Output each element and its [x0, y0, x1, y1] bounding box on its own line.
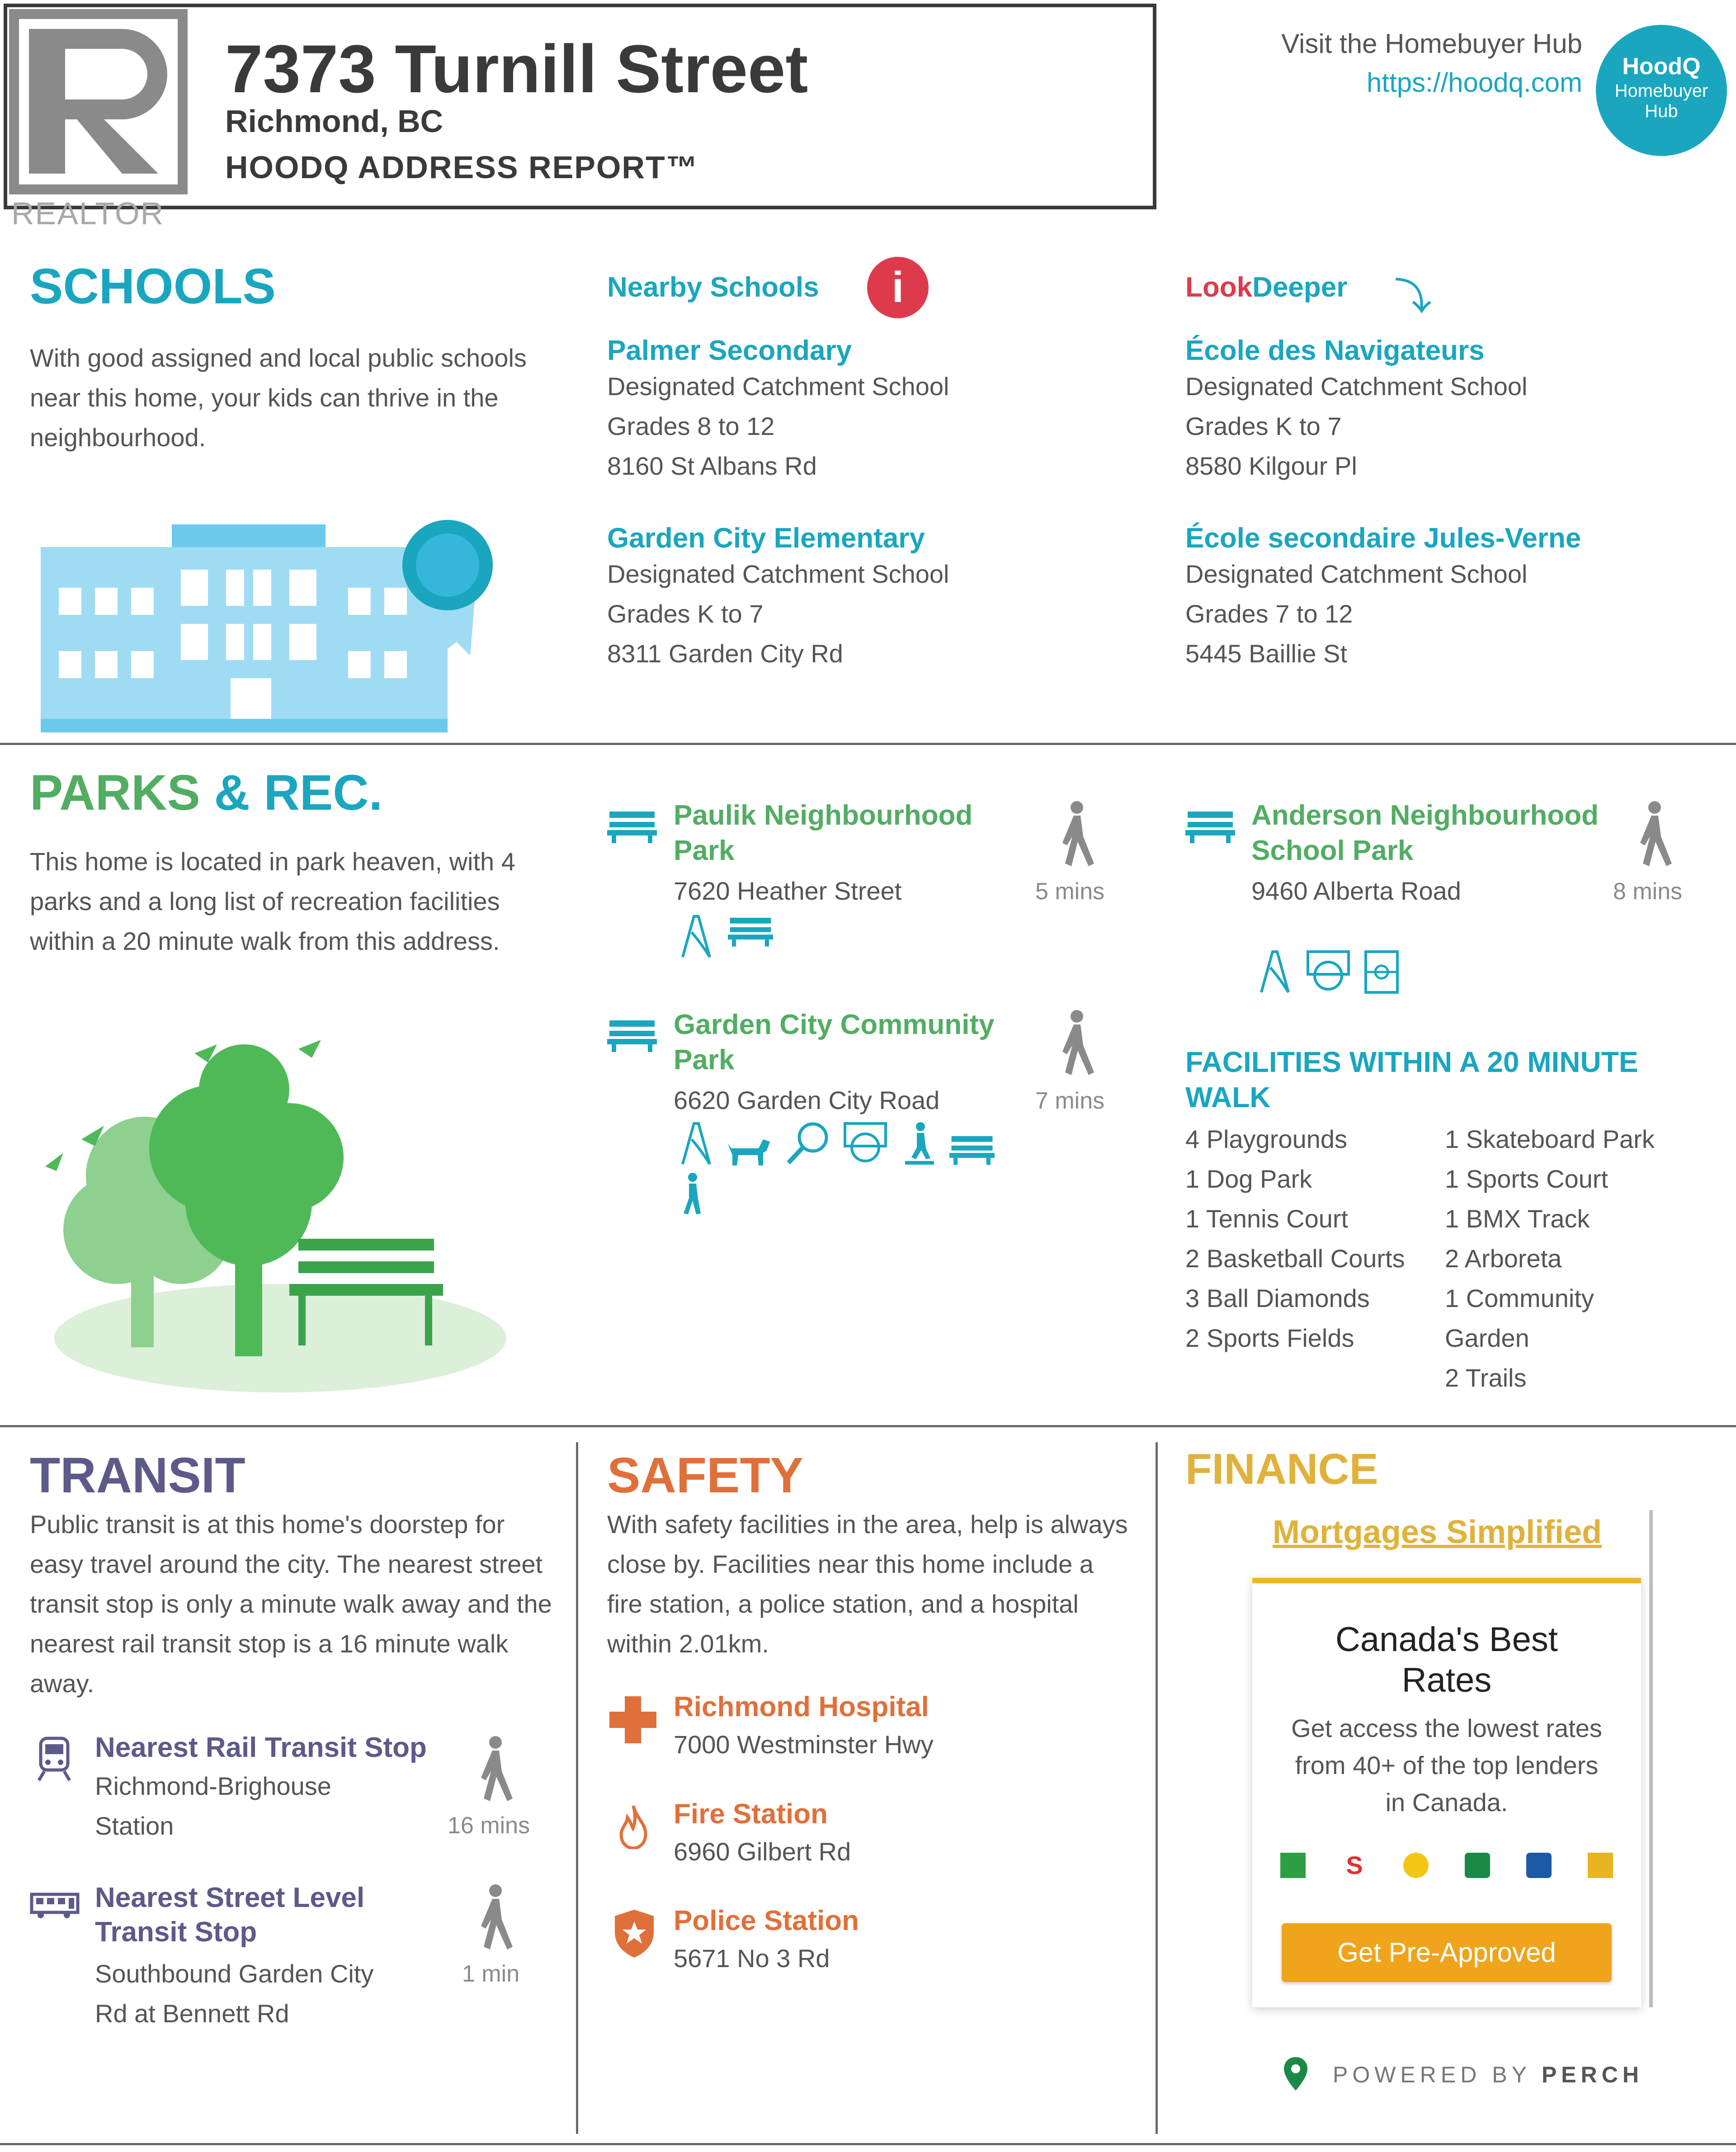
school-address: 5445 Baillie St	[1185, 639, 1348, 668]
facility-item: Garden	[1445, 1324, 1529, 1352]
facilities-col-2	[1445, 1119, 1716, 1398]
card-title-1: Canada's Best	[1335, 1620, 1558, 1659]
parks-title	[30, 764, 382, 821]
info-icon[interactable]: i	[867, 257, 929, 318]
school-grades: Grades K to 7	[1185, 412, 1342, 440]
park-item-2[interactable]	[674, 1007, 1035, 1120]
safety-name: Fire Station	[674, 1798, 828, 1830]
safety-police[interactable]	[674, 1905, 1080, 1978]
facility-item: 1 Skateboard Park	[1445, 1125, 1655, 1153]
mortgages-link[interactable]: Mortgages Simplified	[1273, 1514, 1602, 1550]
facility-item: 2 Trails	[1445, 1364, 1527, 1392]
walk-icon	[1053, 800, 1099, 868]
finance-title: FINANCE	[1185, 1445, 1378, 1493]
transit-title: TRANSIT	[30, 1448, 245, 1503]
rates-card	[1252, 1578, 1641, 2007]
lookdeeper-deeper: Deeper	[1252, 272, 1348, 303]
parks-title-b: & REC.	[200, 765, 383, 821]
facility-item: 2 Sports Fields	[1185, 1324, 1354, 1352]
school-building-illustration	[41, 506, 502, 732]
realtor-wordmark: REALTOR	[11, 196, 165, 231]
park-item-1[interactable]	[674, 798, 1026, 911]
hub-link[interactable]: https://hoodq.com	[1367, 67, 1582, 98]
hub-badge[interactable]	[1596, 25, 1727, 156]
facility-item: 4 Playgrounds	[1185, 1125, 1348, 1153]
walk-icon	[472, 1883, 517, 1951]
park-2-amenities	[678, 1121, 995, 1217]
park-1-amenities	[678, 914, 773, 959]
school-address: 8580 Kilgour Pl	[1185, 452, 1357, 480]
park-address: 9460 Alberta Road	[1251, 877, 1461, 905]
safety-fire[interactable]	[674, 1798, 1080, 1872]
park-illustration	[36, 1031, 515, 1392]
playground-icon	[1257, 949, 1293, 995]
school-name: Palmer Secondary	[607, 335, 852, 366]
hub-text: Visit the Homebuyer Hub	[1281, 28, 1582, 59]
safety-address: 7000 Westminster Hwy	[674, 1730, 934, 1759]
school-type: Designated Catchment School	[607, 560, 949, 588]
school-deeper-2[interactable]	[1185, 522, 1728, 674]
rail-time: 16 mins	[448, 1812, 530, 1839]
safety-address: 5671 No 3 Rd	[674, 1944, 830, 1973]
powered-by-label: POWERED BY	[1333, 2062, 1542, 2087]
hub-badge-line3: Hub	[1645, 101, 1678, 121]
school-grades: Grades K to 7	[607, 599, 764, 628]
rail-title: Nearest Rail Transit Stop	[95, 1732, 427, 1763]
park-item-3[interactable]	[1251, 798, 1604, 911]
police-icon	[614, 1909, 655, 1959]
city-label: Richmond, BC	[225, 104, 443, 139]
school-deeper-1[interactable]	[1185, 335, 1728, 486]
nearby-schools-title: Nearby Schools	[607, 272, 819, 303]
hub-badge-line1: HoodQ	[1622, 53, 1701, 80]
facility-item: 1 Dog Park	[1185, 1165, 1312, 1193]
safety-description: With safety facilities in the area, help is always close by. Facilities near this home include a fire station, a police station, and a hospital within 2.01km.	[607, 1510, 1128, 1658]
basketball-icon	[1306, 949, 1351, 995]
bench-icon	[607, 1018, 657, 1052]
walk-icon	[1053, 1009, 1099, 1077]
bus-icon	[30, 1892, 80, 1920]
school-type: Designated Catchment School	[1185, 560, 1528, 588]
school-name: École des Navigateurs	[1185, 335, 1485, 366]
street-line-2: Rd at Bennett Rd	[95, 1999, 289, 2028]
facility-item: 1 BMX Track	[1445, 1204, 1590, 1233]
school-grades: Grades 7 to 12	[1185, 599, 1353, 628]
divider-transit-safety	[576, 1442, 578, 2134]
divider-bottom	[0, 2143, 1736, 2145]
lender-logo-bmo	[1526, 1853, 1552, 1878]
street-title-2: Transit Stop	[95, 1916, 257, 1948]
park-3-amenities	[1257, 949, 1400, 995]
tennis-icon	[785, 1121, 830, 1166]
safety-title: SAFETY	[607, 1448, 803, 1503]
divider-schools	[0, 743, 1736, 745]
walk-icon	[472, 1735, 517, 1803]
park-name: Anderson Neighbourhood School Park	[1251, 800, 1599, 866]
facility-item: 2 Basketball Courts	[1185, 1244, 1405, 1273]
parks-description: This home is located in park heaven, with 4 parks and a long list of recreation facilities within a 20 minute walk from this address.	[30, 847, 515, 955]
realtor-logo	[9, 9, 188, 194]
divider-safety-finance	[1156, 1442, 1158, 2134]
fire-icon	[618, 1804, 649, 1849]
facility-item: 1 Tennis Court	[1185, 1204, 1349, 1233]
street-title-1: Nearest Street Level	[95, 1882, 365, 1913]
street-line-1: Southbound Garden City	[95, 1959, 374, 1988]
lookdeeper-title	[1185, 271, 1347, 303]
bench-icon	[607, 809, 657, 843]
bench-icon	[949, 1133, 995, 1166]
lender-logo-tangerine	[1465, 1853, 1490, 1878]
parks-title-a: PARKS	[30, 765, 200, 821]
facility-item: 2 Arboreta	[1445, 1244, 1562, 1273]
school-address: 8160 St Albans Rd	[607, 452, 817, 480]
bench-icon	[1185, 809, 1235, 843]
park-address: 7620 Heather Street	[674, 877, 902, 905]
walk-icon	[1631, 800, 1676, 868]
lender-logos	[1252, 1853, 1641, 1878]
safety-address: 6960 Gilbert Rd	[674, 1837, 851, 1866]
sports-court-icon	[1363, 949, 1400, 995]
rail-line-1: Richmond-Brighouse	[95, 1772, 331, 1800]
lender-logo-scotia: S	[1346, 1851, 1363, 1879]
school-type: Designated Catchment School	[1185, 372, 1528, 401]
get-pre-approved-button[interactable]: Get Pre-Approved	[1282, 1923, 1612, 1982]
bench-icon	[728, 914, 773, 948]
address-title: 7373 Turnill Street	[225, 31, 808, 107]
safety-hospital[interactable]	[674, 1691, 1080, 1765]
park-address: 6620 Garden City Road	[674, 1086, 940, 1114]
lender-logo-cibc	[1588, 1853, 1613, 1878]
facility-item: 3 Ball Diamonds	[1185, 1284, 1370, 1312]
lender-logo-desjardins	[1403, 1853, 1429, 1878]
dog-icon	[727, 1130, 772, 1166]
schools-title: SCHOOLS	[30, 259, 276, 314]
school-nearby-1[interactable]	[607, 335, 1150, 486]
lookdeeper-look: Look	[1185, 272, 1253, 303]
report-label: HOODQ ADDRESS REPORT™	[225, 150, 698, 185]
card-description: Get access the lowest rates from 40+ of the top lenders in Canada.	[1291, 1714, 1602, 1817]
powered-by-perch	[1333, 2062, 1643, 2088]
hub-badge-line2: Homebuyer	[1614, 81, 1708, 101]
bmx-icon	[678, 1172, 705, 1217]
school-address: 8311 Garden City Rd	[607, 639, 843, 668]
school-nearby-2[interactable]	[607, 522, 1150, 674]
facilities-col-1	[1185, 1119, 1439, 1358]
park-time: 8 mins	[1613, 878, 1683, 905]
park-time: 7 mins	[1035, 1088, 1105, 1114]
safety-name: Police Station	[674, 1905, 859, 1936]
divider-parks	[0, 1425, 1736, 1427]
skateboard-icon	[901, 1121, 937, 1166]
street-transit-stop[interactable]	[95, 1881, 502, 2034]
playground-icon	[678, 1121, 714, 1166]
location-pin-icon	[1282, 2056, 1309, 2092]
facilities-title: FACILITIES WITHIN A 20 MINUTE WALK	[1185, 1046, 1638, 1114]
school-grades: Grades 8 to 12	[607, 412, 775, 440]
rail-transit-stop[interactable]	[95, 1732, 502, 1846]
finance-scroll-edge	[1649, 1510, 1653, 2007]
train-icon	[36, 1736, 72, 1781]
school-type: Designated Catchment School	[607, 372, 949, 401]
lender-logo-td	[1280, 1853, 1306, 1878]
park-time: 5 mins	[1035, 878, 1105, 905]
park-name: Paulik Neighbourhood Park	[674, 800, 973, 866]
rail-line-2: Station	[95, 1812, 174, 1840]
street-time: 1 min	[462, 1961, 520, 1987]
card-title-2: Rates	[1401, 1661, 1492, 1699]
hospital-icon	[609, 1696, 656, 1743]
park-name: Garden City Community Park	[674, 1009, 995, 1076]
school-name: Garden City Elementary	[607, 523, 925, 554]
arrow-down-icon: ⤵	[1395, 277, 1431, 317]
schools-description: With good assigned and local public schools near this home, your kids can thrive in the neighbourhood.	[30, 344, 527, 452]
safety-name: Richmond Hospital	[674, 1691, 929, 1723]
basketball-icon	[843, 1121, 888, 1166]
facility-item: 1 Sports Court	[1445, 1165, 1609, 1193]
transit-description: Public transit is at this home's doorstep for easy travel around the city. The nearest street transit stop is only a minute walk away and the nearest rail transit stop is a 16 minute walk away.	[30, 1510, 552, 1698]
school-name: École secondaire Jules-Verne	[1185, 523, 1581, 554]
facility-item: 1 Community	[1445, 1284, 1594, 1312]
perch-label: PERCH	[1541, 2062, 1643, 2087]
playground-icon	[678, 914, 714, 959]
